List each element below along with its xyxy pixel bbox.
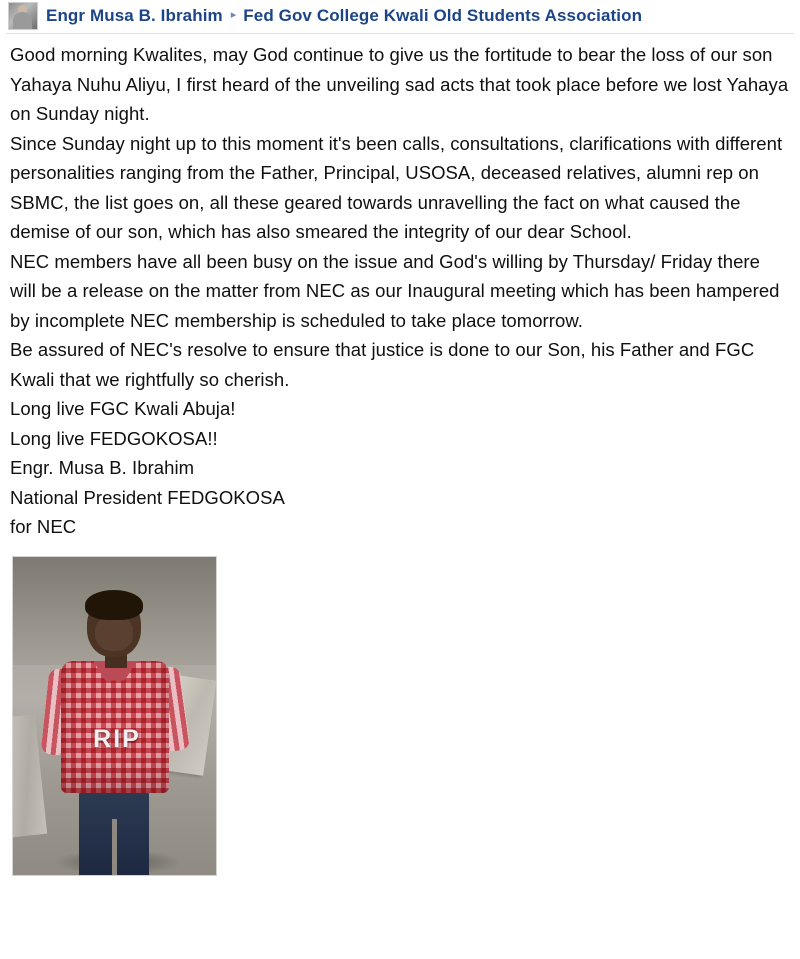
post-group-link[interactable]: Fed Gov College Kwali Old Students Association [243, 5, 643, 25]
post-paragraph: Long live FEDGOKOSA!! [10, 427, 218, 449]
photo-shirt-text: RIP [93, 724, 141, 753]
photo-subject-leg-gap [112, 819, 117, 876]
post-body [6, 34, 794, 542]
photo-subject-hair [85, 590, 143, 620]
post-paragraph: Long live FGC Kwali Abuja! [10, 398, 236, 419]
post-header [6, 0, 794, 34]
photo-subject-face [95, 615, 133, 651]
chevron-right-icon: ▸ [230, 9, 237, 21]
post-photo[interactable] [12, 556, 217, 876]
post-author-link[interactable]: Engr Musa B. Ibrahim [46, 5, 223, 25]
post-paragraph: Since Sunday night up to this moment it's been calls, consultations, clarifications with different personalities ranging from the Father, Principal, USOSA, deceased relatives, alumni rep on SBMC, the list goes on, all these geared towards unravelling the fact on what caused the demise of our son, which has also smeared the integrity of our dear School. [10, 132, 783, 242]
post-signature-for: for NEC [10, 516, 77, 537]
post-signature-title: National President FEDGOKOSA [10, 486, 285, 508]
post-signature-name: Engr. Musa B. Ibrahim [10, 457, 195, 478]
post-paragraph: Good morning Kwalites, may God continue to give us the fortitude to bear the loss of our son Yahaya Nuhu Aliyu, I first heard of the unveiling sad acts that took place before we lost Yahaya on Sunday night. [10, 44, 789, 124]
avatar[interactable] [8, 2, 38, 30]
post-paragraph: NEC members have all been busy on the issue and God's willing by Thursday/ Friday there will be a release on the matter from NEC as our Inaugural meeting which has been hampered by incomplete NEC membership is scheduled to take place tomorrow. [10, 250, 780, 331]
post-paragraph: Be assured of NEC's resolve to ensure that justice is done to our Son, his Father and FGC Kwali that we rightfully so cherish. [10, 339, 755, 390]
